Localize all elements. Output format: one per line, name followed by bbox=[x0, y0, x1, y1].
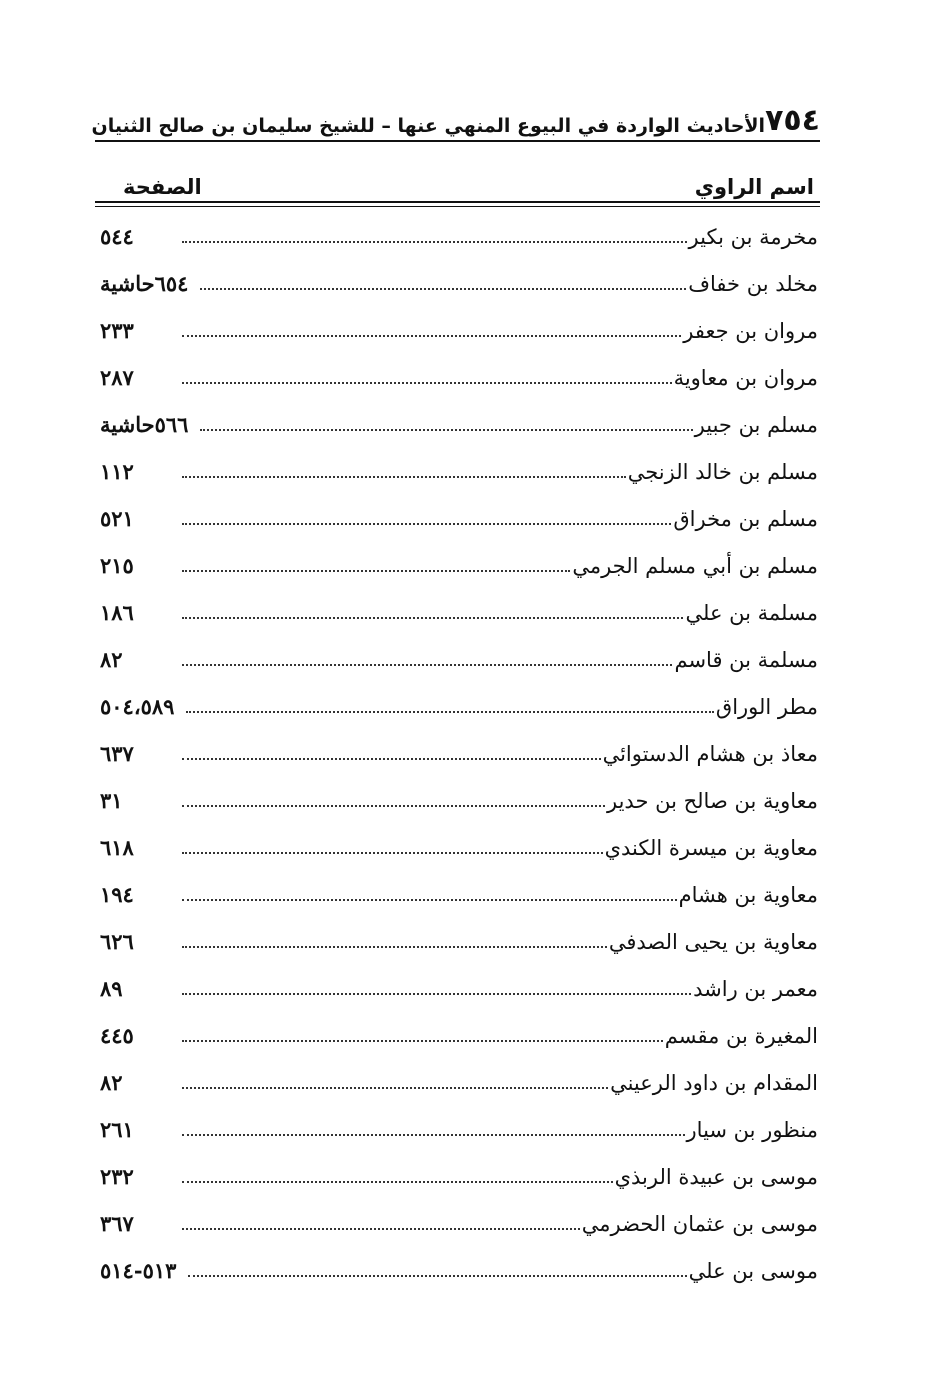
page-reference: ٢٦١ bbox=[100, 1117, 134, 1142]
dot-leader bbox=[182, 899, 677, 901]
dot-leader bbox=[182, 946, 607, 948]
dot-leader bbox=[182, 1087, 608, 1089]
index-entry bbox=[100, 1059, 818, 1106]
page-reference: ٢٣٣ bbox=[100, 318, 134, 343]
narrator-name: معاوية بن ميسرة الكندي bbox=[604, 835, 818, 860]
narrator-name: معاذ بن هشام الدستوائي bbox=[602, 741, 818, 766]
narrator-name: موسى بن علي bbox=[688, 1258, 818, 1283]
page-reference: ٥١٣-٥١٤ bbox=[100, 1258, 177, 1283]
index-entry bbox=[100, 542, 818, 589]
index-entry bbox=[100, 730, 818, 777]
page-reference: ٥٠٤،٥٨٩ bbox=[100, 694, 175, 719]
narrator-name: مسلم بن أبي مسلم الجرمي bbox=[572, 553, 818, 578]
page-reference: ١٨٦ bbox=[100, 600, 134, 625]
dot-leader bbox=[188, 1275, 686, 1277]
narrator-name: معمر بن راشد bbox=[693, 976, 818, 1001]
narrator-name: منظور بن سيار bbox=[686, 1117, 818, 1142]
narrator-name: مروان بن جعفر bbox=[683, 318, 818, 343]
index-entry bbox=[100, 1200, 818, 1247]
column-headers bbox=[95, 160, 820, 198]
narrator-name: معاوية بن صالح بن حدير bbox=[606, 788, 818, 813]
dot-leader bbox=[182, 758, 601, 760]
page-reference: ٨٢ bbox=[100, 647, 123, 672]
page-reference: ١٩٤ bbox=[100, 882, 134, 907]
page-reference: ٢٨٧ bbox=[100, 365, 134, 390]
dot-leader bbox=[182, 617, 683, 619]
narrator-name: مروان بن معاوية bbox=[673, 365, 818, 390]
dot-leader bbox=[182, 570, 570, 572]
index-entry bbox=[100, 636, 818, 683]
index-entry bbox=[100, 260, 818, 307]
narrator-name: مسلم بن جبير bbox=[694, 412, 818, 437]
page-reference: ٥٤٤ bbox=[100, 224, 134, 249]
page-reference: ٦١٨ bbox=[100, 835, 134, 860]
dot-leader bbox=[182, 852, 603, 854]
book-title: الأحاديث الواردة في البيوع المنهي عنها – للشيخ سليمان بن صالح الثنيان bbox=[91, 115, 766, 137]
page-reference: ٨٢ bbox=[100, 1070, 123, 1095]
page-reference: ٣٦٧ bbox=[100, 1211, 134, 1236]
narrator-name: معاوية بن هشام bbox=[678, 882, 818, 907]
index-entry bbox=[100, 589, 818, 636]
page-number: ٧٥٤ bbox=[765, 103, 820, 138]
narrator-name: مسلم بن مخراق bbox=[673, 506, 818, 531]
page-reference: ٦٣٧ bbox=[100, 741, 134, 766]
page-reference: ١١٢ bbox=[100, 459, 134, 484]
index-entry bbox=[100, 307, 818, 354]
page-reference: ٦٥٤حاشية bbox=[100, 271, 189, 296]
narrator-name: معاوية بن يحيى الصدفي bbox=[608, 929, 818, 954]
dot-leader bbox=[186, 711, 713, 713]
index-entry bbox=[100, 354, 818, 401]
narrator-name: المقدام بن داود الرعيني bbox=[610, 1070, 818, 1095]
dot-leader bbox=[182, 241, 687, 243]
dot-leader bbox=[182, 476, 626, 478]
index-entry bbox=[100, 448, 818, 495]
index-entry bbox=[100, 918, 818, 965]
column-header-narrator-name: اسم الراوي bbox=[694, 175, 814, 199]
dot-leader bbox=[200, 429, 692, 431]
index-entry bbox=[100, 871, 818, 918]
page-reference: ٢١٥ bbox=[100, 553, 134, 578]
narrator-name: مسلم بن خالد الزنجي bbox=[627, 459, 818, 484]
page-reference: ٣١ bbox=[100, 788, 123, 813]
dot-leader bbox=[182, 382, 672, 384]
index-entry bbox=[100, 824, 818, 871]
narrator-name: موسى بن عبيدة الربذي bbox=[614, 1164, 818, 1189]
dot-leader bbox=[182, 664, 672, 666]
narrator-name: مسلمة بن علي bbox=[685, 600, 818, 625]
dot-leader bbox=[200, 288, 686, 290]
narrator-name: مخرمة بن بكير bbox=[688, 224, 818, 249]
index-entry bbox=[100, 495, 818, 542]
narrator-name: مخلد بن خفاف bbox=[688, 271, 818, 296]
narrator-index-list bbox=[100, 213, 818, 1294]
index-entry bbox=[100, 1106, 818, 1153]
index-entry bbox=[100, 777, 818, 824]
page-reference: ٦٢٦ bbox=[100, 929, 134, 954]
narrator-name: مطر الوراق bbox=[715, 694, 818, 719]
index-entry bbox=[100, 965, 818, 1012]
index-entry bbox=[100, 683, 818, 730]
index-entry bbox=[100, 401, 818, 448]
index-entry bbox=[100, 1012, 818, 1059]
dot-leader bbox=[182, 1040, 663, 1042]
narrator-name: مسلمة بن قاسم bbox=[674, 647, 818, 672]
page-reference: ٥٦٦حاشية bbox=[100, 412, 189, 437]
page-reference: ٢٣٢ bbox=[100, 1164, 134, 1189]
narrator-name: موسى بن عثمان الحضرمي bbox=[581, 1211, 818, 1236]
dot-leader bbox=[182, 805, 605, 807]
page-reference: ٨٩ bbox=[100, 976, 123, 1001]
column-header-page: الصفحة bbox=[123, 175, 202, 199]
index-entry bbox=[100, 213, 818, 260]
header-double-rule bbox=[95, 201, 820, 207]
page-reference: ٤٤٥ bbox=[100, 1023, 134, 1048]
dot-leader bbox=[182, 1228, 580, 1230]
narrator-name: المغيرة بن مقسم bbox=[664, 1023, 818, 1048]
dot-leader bbox=[182, 523, 671, 525]
dot-leader bbox=[182, 335, 681, 337]
running-header bbox=[91, 100, 820, 142]
dot-leader bbox=[182, 993, 691, 995]
page-reference: ٥٢١ bbox=[100, 506, 134, 531]
index-entry bbox=[100, 1247, 818, 1294]
index-entry bbox=[100, 1153, 818, 1200]
dot-leader bbox=[182, 1181, 613, 1183]
dot-leader bbox=[182, 1134, 685, 1136]
